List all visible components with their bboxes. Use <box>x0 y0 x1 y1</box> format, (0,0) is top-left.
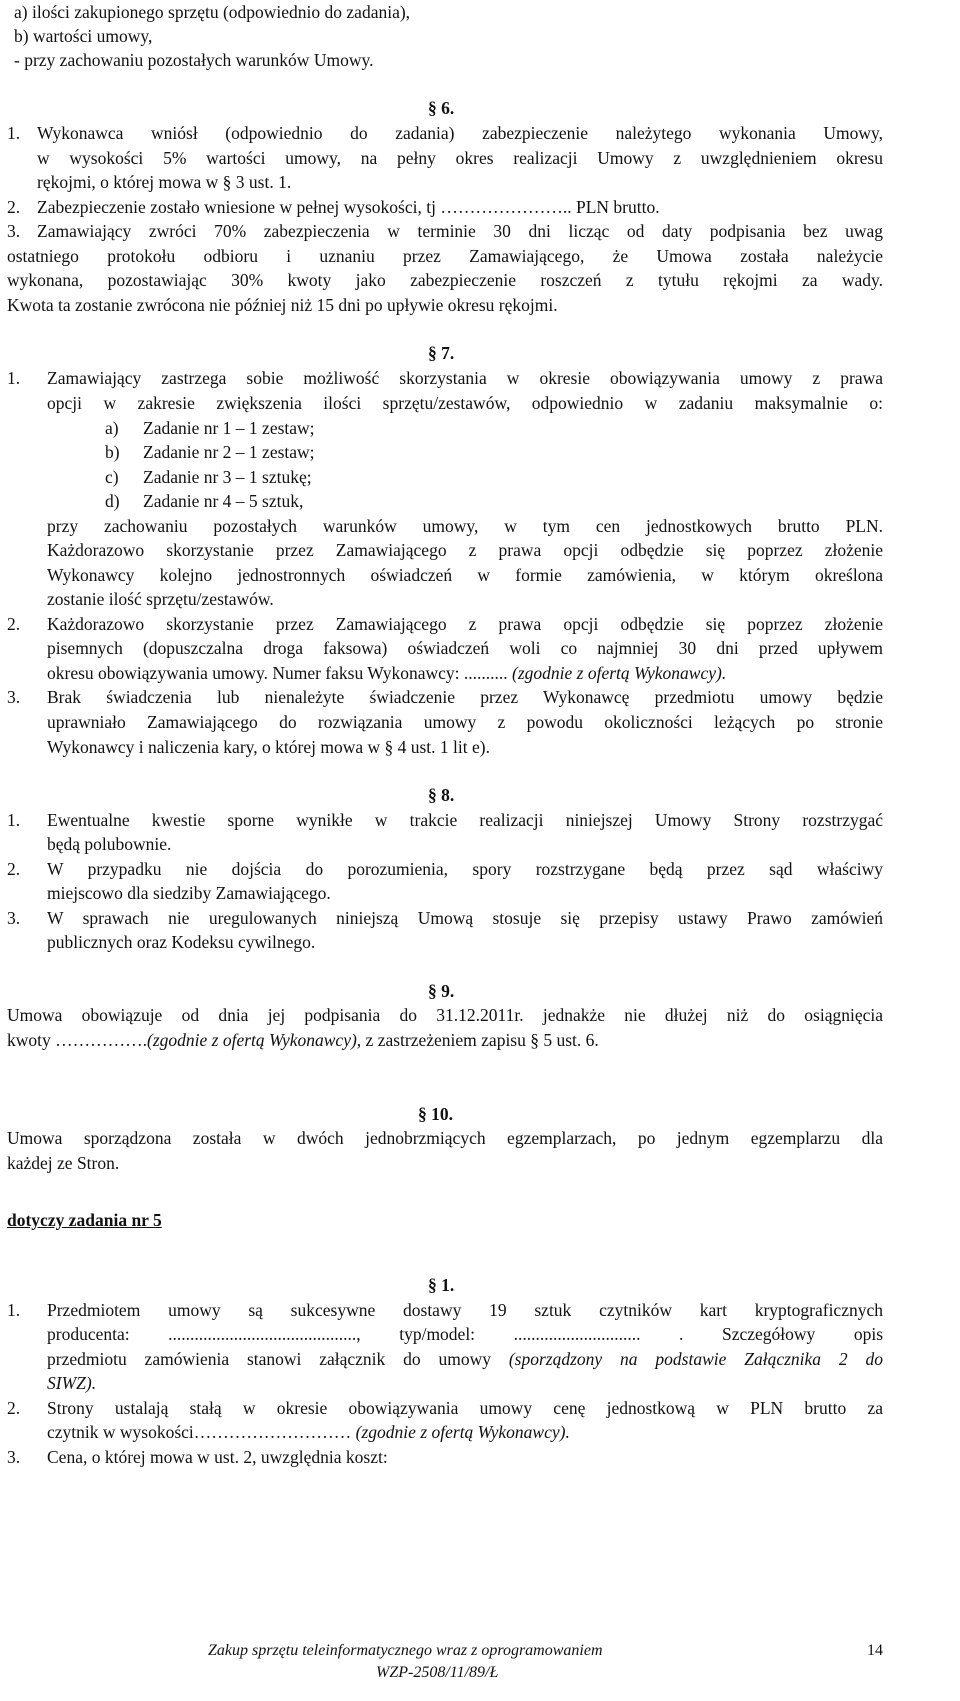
paragraph-line: Strony ustalają stałą w okresie obowiązywania umowy cenę jednostkową w PLN brutto za <box>47 1398 883 1418</box>
list-item: Zadanie nr 3 – 1 sztukę; <box>143 467 312 487</box>
paragraph-line: Brak świadczenia lub nienależyte świadczenie przez Wykonawcę przedmiotu umowy będzie <box>47 687 883 707</box>
paragraph-number: 1. <box>7 368 21 388</box>
footer-title: Zakup sprzętu teleinformatycznego wraz z oprogramowaniem <box>208 1642 603 1659</box>
paragraph-line: przy zachowaniu pozostałych warunków umowy, w tym cen jednostkowych brutto PLN. <box>47 516 883 536</box>
paragraph-line: Cena, o której mowa w ust. 2, uwzględnia koszt: <box>47 1447 388 1467</box>
page-number: 14 <box>867 1642 883 1659</box>
paragraph-line: rękojmi, o której mowa w § 3 ust. 1. <box>37 172 292 192</box>
paragraph-line: Kwota ta zostanie zwrócona nie później niż 15 dni po upływie okresu rękojmi. <box>7 295 558 315</box>
paragraph-line: Wykonawca wniósł (odpowiednio do zadania) zabezpieczenie należytego wykonania Umowy, <box>37 123 883 143</box>
paragraph-line: Wykonawcy i naliczenia kary, o której mowa w § 4 ust. 1 lit e). <box>47 737 490 757</box>
paragraph-line: Każdorazowo skorzystanie przez Zamawiającego z prawa opcji odbędzie się poprzez złożenie <box>47 614 883 634</box>
paragraph-line: Umowa sporządzona została w dwóch jednobrzmiących egzemplarzach, po jednym egzemplarzu dla <box>7 1128 883 1148</box>
paragraph-line: miejscowo dla siedziby Zamawiającego. <box>47 883 331 903</box>
paragraph-line: każdej ze Stron. <box>7 1153 120 1173</box>
paragraph-line: SIWZ). <box>47 1373 97 1393</box>
paragraph-line: W sprawach nie uregulowanych niniejszą Umową stosuje się przepisy ustawy Prawo zamówień <box>47 908 883 928</box>
paragraph-line: pisemnych (dopuszczalna droga faksowa) oświadczeń woli co najmniej 30 dni przed upływem <box>47 638 883 658</box>
paragraph-line: Wykonawcy kolejno jednostronnych oświadczeń w formie zamówienia, w którym określona <box>47 565 883 585</box>
paragraph-number: 3. <box>7 221 21 241</box>
list-item: a) ilości zakupionego sprzętu (odpowiednio do zadania), <box>14 2 411 22</box>
paragraph-number: 3. <box>7 687 21 707</box>
section-heading-10: § 10. <box>418 1104 453 1124</box>
list-item: - przy zachowaniu pozostałych warunków Umowy. <box>14 50 374 70</box>
section-heading-9: § 9. <box>428 981 455 1001</box>
section-heading-1: § 1. <box>428 1275 455 1295</box>
paragraph-number: 1. <box>7 123 21 143</box>
paragraph-line: Ewentualne kwestie sporne wynikłe w trakcie realizacji niniejszej Umowy Strony rozstrzygać <box>47 810 883 830</box>
paragraph-line: będą polubownie. <box>47 834 172 854</box>
list-item: Zadanie nr 4 – 5 sztuk, <box>143 491 304 511</box>
list-item-label: d) <box>105 491 120 511</box>
paragraph-line: W przypadku nie dojścia do porozumienia, spory rozstrzygane będą przez sąd właściwy <box>47 859 883 879</box>
paragraph-line: czytnik w wysokości……………………… (zgodnie z ofertą Wykonawcy). <box>47 1422 570 1442</box>
paragraph-number: 3. <box>7 1447 21 1467</box>
section-heading-8: § 8. <box>428 785 455 805</box>
paragraph-number: 3. <box>7 908 21 928</box>
list-item-label: c) <box>105 467 119 487</box>
list-item-label: b) <box>105 442 120 462</box>
paragraph-number: 2. <box>7 1398 21 1418</box>
list-item: Zadanie nr 2 – 1 zestaw; <box>143 442 315 462</box>
section-heading-6: § 6. <box>428 98 455 118</box>
footer-reference: WZP-2508/11/89/Ł <box>376 1664 499 1681</box>
paragraph-line: Każdorazowo skorzystanie przez Zamawiającego z prawa opcji odbędzie się poprzez złożenie <box>47 540 883 560</box>
paragraph-line: Przedmiotem umowy są sukcesywne dostawy 19 sztuk czytników kart kryptograficznych <box>47 1300 883 1320</box>
paragraph-line: wykonana, pozostawiając 30% kwoty jako zabezpieczenie roszczeń z tytułu rękojmi za wady. <box>7 270 883 290</box>
list-item-label: a) <box>105 418 119 438</box>
paragraph-line: Zamawiający zwróci 70% zabezpieczenia w terminie 30 dni licząc od daty podpisania bez uwag <box>37 221 883 241</box>
paragraph-line: zostanie ilość sprzętu/zestawów. <box>47 589 274 609</box>
paragraph-line: przedmiotu zamówienia stanowi załącznik do umowy (sporządzony na podstawie Załącznika 2 do <box>47 1349 883 1369</box>
paragraph-number: 1. <box>7 810 21 830</box>
paragraph-line: ostatniego protokołu odbioru i uznaniu przez Zamawiającego, że Umowa została należycie <box>7 246 883 266</box>
paragraph-line: Umowa obowiązuje od dnia jej podpisania do 31.12.2011r. jednakże nie dłużej niż do osiągnięcia <box>7 1005 883 1025</box>
section-heading-7: § 7. <box>428 343 455 363</box>
paragraph-number: 1. <box>7 1300 21 1320</box>
list-item: Zadanie nr 1 – 1 zestaw; <box>143 418 315 438</box>
task-title: dotyczy zadania nr 5 <box>7 1210 162 1230</box>
paragraph-line: Zamawiający zastrzega sobie możliwość skorzystania w okresie obowiązywania umowy z prawa <box>47 368 883 388</box>
paragraph-line: opcji w zakresie zwiększenia ilości sprzętu/zestawów, odpowiednio w zadaniu maksymalnie o: <box>47 393 883 413</box>
paragraph-line: okresu obowiązywania umowy. Numer faksu Wykonawcy: .......... (zgodnie z ofertą Wykonawcy). <box>47 663 727 683</box>
paragraph-line: publicznych oraz Kodeksu cywilnego. <box>47 932 316 952</box>
paragraph-line: producenta: ..........................................., typ/model: ............................. . Szczegółowy opis <box>47 1324 883 1344</box>
paragraph-line: uprawniało Zamawiającego do rozwiązania umowy z powodu okoliczności leżących po stronie <box>47 712 883 732</box>
paragraph-number: 2. <box>7 197 21 217</box>
paragraph-line: Zabezpieczenie zostało wniesione w pełnej wysokości, tj ………………….. PLN brutto. <box>37 197 660 217</box>
paragraph-line: kwoty …………….(zgodnie z ofertą Wykonawcy), z zastrzeżeniem zapisu § 5 ust. 6. <box>7 1030 599 1050</box>
paragraph-line: w wysokości 5% wartości umowy, na pełny okres realizacji Umowy z uwzględnieniem okresu <box>37 148 883 168</box>
list-item: b) wartości umowy, <box>14 26 153 46</box>
paragraph-number: 2. <box>7 614 21 634</box>
paragraph-number: 2. <box>7 859 21 879</box>
